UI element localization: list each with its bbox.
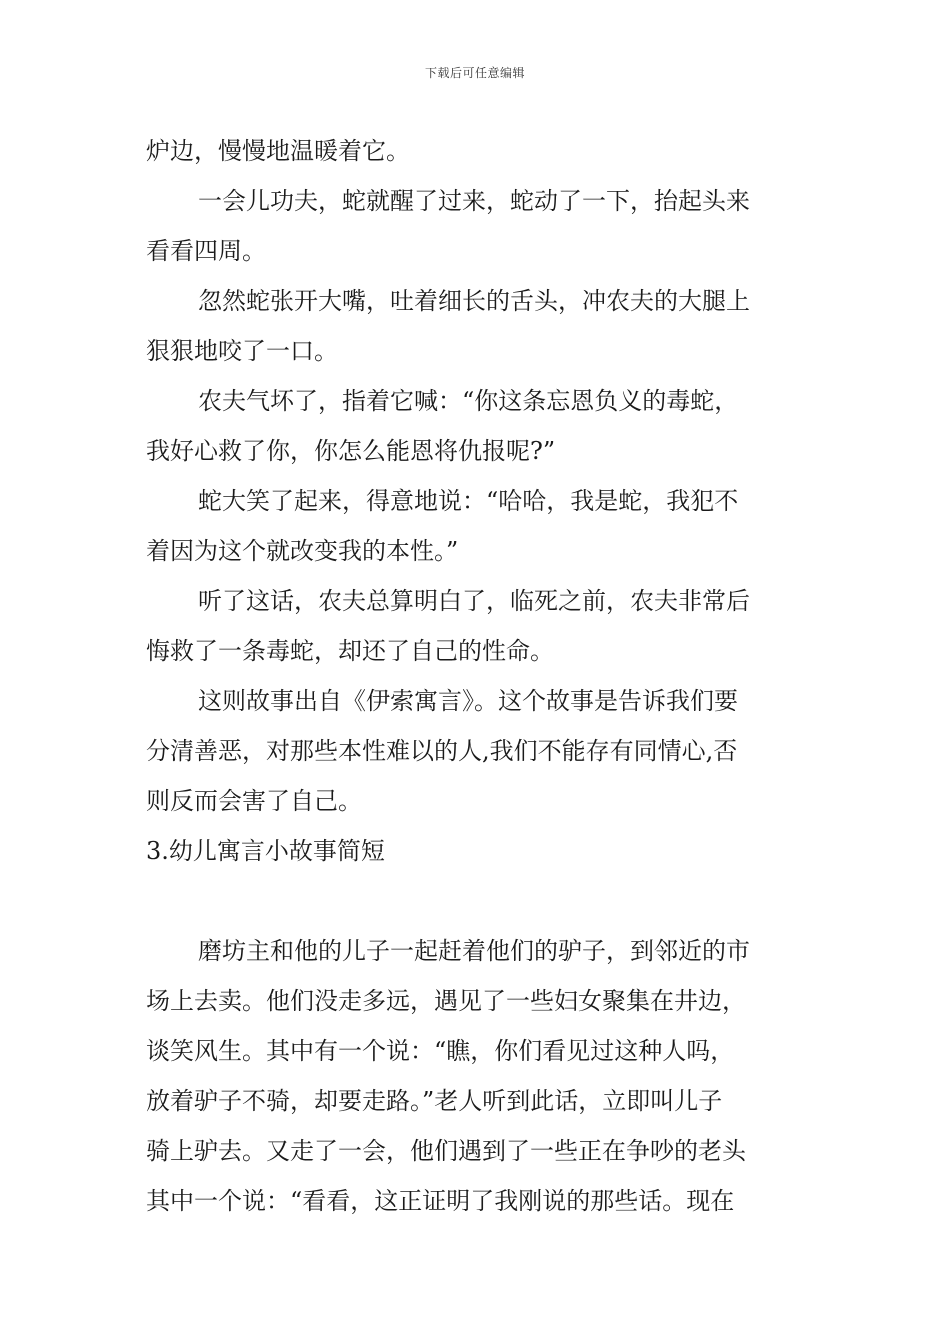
text-line: 忽然蛇张开大嘴，吐着细长的舌头，冲农夫的大腿上 [198, 287, 750, 315]
text-line: 听了这话，农夫总算明白了，临死之前，农夫非常后 [198, 587, 750, 615]
text-line: 悔救了一条毒蛇，却还了自己的性命。 [146, 637, 554, 665]
text-line: 看看四周。 [146, 237, 266, 265]
text-line: 分清善恶，对那些本性难以的人,我们不能存有同情心,否 [146, 737, 738, 765]
section-heading: 3.幼儿寓言小故事简短 [146, 837, 385, 865]
text-line: 则反而会害了自己。 [146, 787, 362, 815]
paragraph-gap [146, 876, 808, 926]
text-line: 着因为这个就改变我的本性。” [146, 537, 459, 565]
text-line: 这则故事出自《伊索寓言》。这个故事是告诉我们要 [198, 687, 738, 715]
text-line: 骑上驴去。又走了一会，他们遇到了一些正在争吵的老头 [146, 1137, 746, 1165]
text-line: 磨坊主和他的儿子一起赶着他们的驴子，到邻近的市 [198, 937, 750, 965]
page-header: 下载后可任意编辑 [424, 66, 525, 80]
text-line: 放着驴子不骑，却要走路。”老人听到此话，立即叫儿子 [146, 1087, 723, 1115]
text-line: 其中一个说：“看看，这正证明了我刚说的那些话。现在 [146, 1187, 735, 1215]
text-line: 炉边，慢慢地温暖着它。 [146, 137, 410, 165]
text-line: 农夫气坏了，指着它喊：“你这条忘恩负义的毒蛇， [198, 387, 739, 415]
text-line: 狠狠地咬了一口。 [146, 337, 338, 365]
document-body [146, 126, 808, 1226]
text-line: 一会儿功夫，蛇就醒了过来，蛇动了一下，抬起头来 [198, 187, 750, 215]
text-line: 谈笑风生。其中有一个说：“瞧，你们看见过这种人吗， [146, 1037, 735, 1065]
text-line: 蛇大笑了起来，得意地说：“哈哈，我是蛇，我犯不 [198, 487, 739, 515]
text-line: 我好心救了你，你怎么能恩将仇报呢?” [146, 437, 556, 465]
text-line: 场上去卖。他们没走多远，遇见了一些妇女聚集在井边， [146, 987, 746, 1015]
